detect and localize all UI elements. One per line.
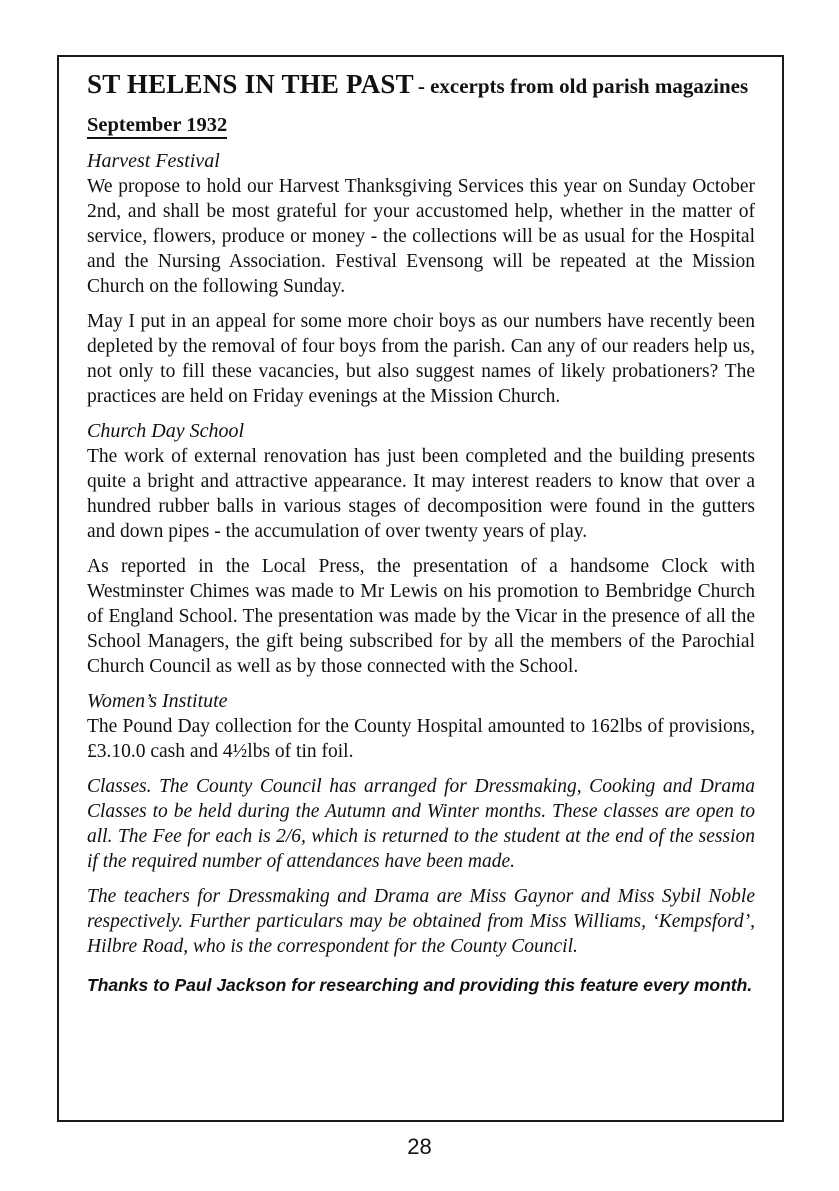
paragraph: The work of external renovation has just been completed and the building presents quite a bright and attractive appearance. It may interest readers to know that over a hundred rubber balls in various stages of decomposition were found in the gutters and down pipes - the accumulation of over twenty years of play. — [87, 446, 755, 542]
section-classes — [87, 774, 755, 959]
section-heading: Harvest Festival — [87, 150, 220, 172]
section-womens-institute — [87, 689, 755, 764]
paragraph: May I put in an appeal for some more choir boys as our numbers have recently been depleted by the removal of four boys from the parish. Can any of our readers help us, not only to fill these vacancies, but also suggest names of likely probationers? The practices are held on Friday evenings at the Mission Church. — [87, 311, 755, 407]
article-title-line — [87, 69, 755, 100]
paragraph-italic: Classes. The County Council has arranged for Dressmaking, Cooking and Drama Classes to be held during the Autumn and Winter months. These classes are open to all. The Fee for each is 2/6, which is returned to the student at the end of the session if the required number of attendances have been made. — [87, 776, 755, 872]
paragraph: We propose to hold our Harvest Thanksgiving Services this year on Sunday October 2nd, and shall be most grateful for your accustomed help, whether in the matter of service, flowers, produce or money - the collections will be as usual for the Hospital and the Nursing Association. Festival Evensong will be repeated at the Mission Church on the following Sunday. — [87, 176, 755, 297]
credit-line: Thanks to Paul Jackson for researching and providing this feature every month. — [87, 975, 753, 995]
date-heading-text: September 1932 — [87, 114, 227, 139]
paragraph-italic: The teachers for Dressmaking and Drama are Miss Gaynor and Miss Sybil Noble respectively. Further particulars may be obtained from Miss Williams, ‘Kempsford’, Hilbre Road, who is the correspondent for the County Council. — [87, 886, 755, 957]
section-church-day-school — [87, 419, 755, 679]
section-heading: Church Day School — [87, 420, 245, 442]
section-harvest-festival — [87, 149, 755, 409]
paragraph: As reported in the Local Press, the presentation of a handsome Clock with Westminster Chimes was made to Mr Lewis on his promotion to Bembridge Church of England School. The presentation was made by the Vicar in the presence of all the School Managers, the gift being subscribed for by all the members of the Parochial Church Council as well as by those connected with the School. — [87, 556, 755, 677]
paragraph: The Pound Day collection for the County Hospital amounted to 162lbs of provisions, £3.10.0 cash and 4½lbs of tin foil. — [87, 716, 755, 762]
article-subtitle: - excerpts from old parish magazines — [417, 74, 749, 98]
date-heading — [87, 114, 755, 137]
article-title: ST HELENS IN THE PAST — [87, 69, 414, 99]
section-heading: Women’s Institute — [87, 690, 228, 712]
page-number: 28 — [407, 1134, 432, 1159]
article-frame — [57, 55, 784, 1122]
